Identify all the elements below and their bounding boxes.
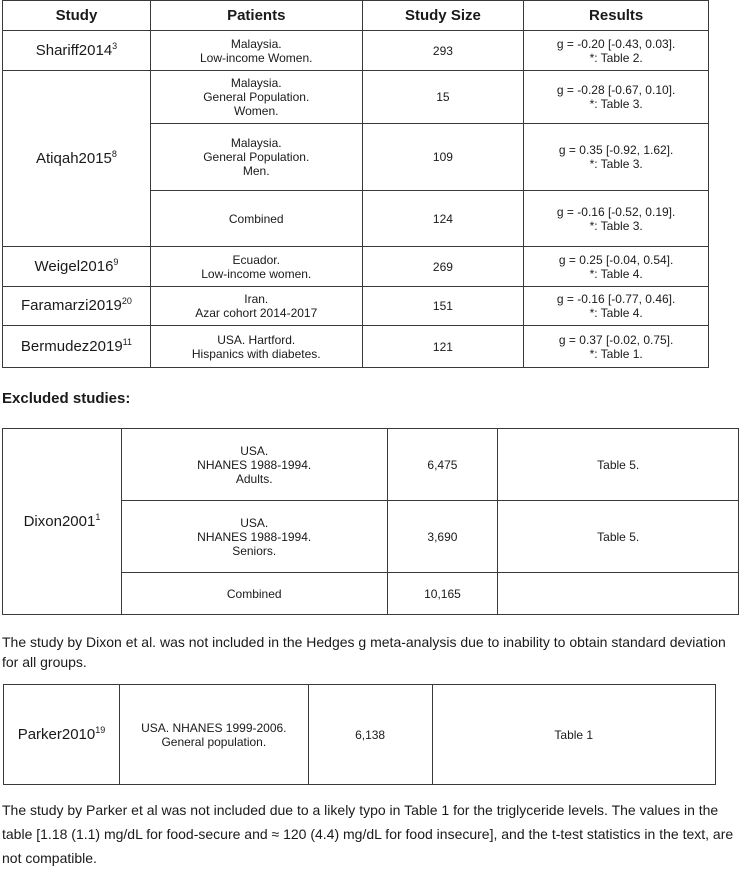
study-cell: Bermudez2019$^{11}$: [3, 326, 151, 368]
size-cell: 293: [362, 31, 524, 71]
results-cell: g = -0.16 [-0.52, 0.19]. *: Table 3.: [524, 191, 709, 247]
patients-cell: Combined: [121, 573, 387, 615]
table-row: [3, 247, 709, 287]
results-cell: Table 5.: [498, 501, 739, 573]
header-patients: Patients: [150, 1, 362, 31]
size-cell: 6,138: [308, 685, 432, 785]
parker-table: [3, 684, 716, 785]
size-cell: 3,690: [387, 501, 498, 573]
study-cell: Atiqah2015$^8$: [3, 71, 151, 247]
dixon-table: [2, 428, 739, 615]
size-cell: 269: [362, 247, 524, 287]
results-cell: g = -0.28 [-0.67, 0.10]. *: Table 3.: [524, 71, 709, 124]
results-cell: [498, 573, 739, 615]
results-cell: g = 0.25 [-0.04, 0.54]. *: Table 4.: [524, 247, 709, 287]
patients-cell: Iran. Azar cohort 2014-2017: [150, 287, 362, 326]
results-cell: g = 0.35 [-0.92, 1.62]. *: Table 3.: [524, 124, 709, 191]
study-cell: Dixon2001$^1$: [3, 429, 122, 615]
results-cell: Table 1: [432, 685, 716, 785]
study-cell: Weigel2016$^9$: [3, 247, 151, 287]
patients-cell: USA. NHANES 1988-1994. Adults.: [121, 429, 387, 501]
parker-note: The study by Parker et al was not included due to a likely typo in Table 1 for the triglyceride levels. The values in the table [1.18 (1.1) mg/dL for food-secure and ≈ 120 (4.4) mg/dL for food insecure], and the t-test statistics in the text, are not compatible.: [2, 802, 734, 866]
header-study: Study: [3, 1, 151, 31]
size-cell: 121: [362, 326, 524, 368]
size-cell: 15: [362, 71, 524, 124]
table-row: [3, 326, 709, 368]
patients-cell: USA. Hartford. Hispanics with diabetes.: [150, 326, 362, 368]
results-cell: g = -0.16 [-0.77, 0.46]. *: Table 4.: [524, 287, 709, 326]
table-header-row: [3, 1, 709, 31]
size-cell: 151: [362, 287, 524, 326]
patients-cell: Malaysia. Low-income Women.: [150, 31, 362, 71]
table-row: [4, 685, 716, 785]
header-results: Results: [524, 1, 709, 31]
study-cell: Parker2010$^{19}$: [4, 685, 120, 785]
size-cell: 6,475: [387, 429, 498, 501]
included-studies-table: [2, 0, 709, 368]
patients-cell: USA. NHANES 1999-2006. General population.: [119, 685, 308, 785]
table-row: [3, 31, 709, 71]
size-cell: 10,165: [387, 573, 498, 615]
patients-cell: Malaysia. General Population. Women.: [150, 71, 362, 124]
results-cell: g = 0.37 [-0.02, 0.75]. *: Table 1.: [524, 326, 709, 368]
patients-cell: Malaysia. General Population. Men.: [150, 124, 362, 191]
study-cell: Shariff2014$^3$: [3, 31, 151, 71]
results-cell: Table 5.: [498, 429, 739, 501]
table-row: [3, 429, 739, 501]
header-study-size: Study Size: [362, 1, 524, 31]
patients-cell: USA. NHANES 1988-1994. Seniors.: [121, 501, 387, 573]
excluded-studies-heading: Excluded studies:: [2, 390, 131, 407]
table-row: [3, 287, 709, 326]
table-row: [3, 71, 709, 124]
dixon-note: The study by Dixon et al. was not included in the Hedges g meta-analysis due to inability to obtain standard deviation for all groups.: [2, 634, 726, 670]
size-cell: 124: [362, 191, 524, 247]
patients-cell: Ecuador. Low-income women.: [150, 247, 362, 287]
study-cell: Faramarzi2019$^{20}$: [3, 287, 151, 326]
size-cell: 109: [362, 124, 524, 191]
results-cell: g = -0.20 [-0.43, 0.03]. *: Table 2.: [524, 31, 709, 71]
patients-cell: Combined: [150, 191, 362, 247]
